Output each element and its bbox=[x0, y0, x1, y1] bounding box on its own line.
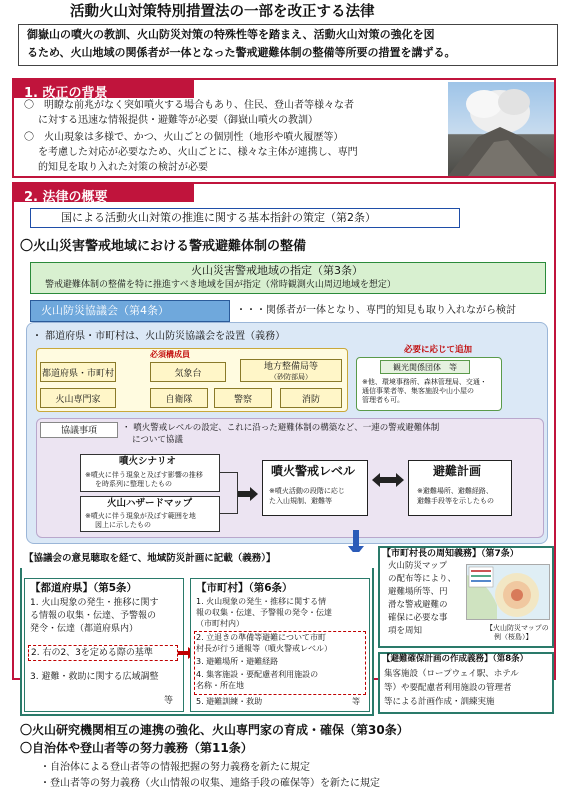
muni-item-8: 名称・所在地 bbox=[196, 681, 244, 690]
bg-line-1: 〇 明瞭な前兆がなく突如噴火する場合もあり、住民、登山者等様々な者 bbox=[24, 100, 354, 111]
bg-line-3: 〇 火山現象は多様で、かつ、火山ごとの個別性（地形や噴火履歴等） bbox=[24, 132, 344, 143]
mayor-title: 【市町村長の周知義務】（第7条） bbox=[382, 549, 519, 559]
eruption-level-box bbox=[262, 460, 368, 516]
intro-box bbox=[18, 24, 558, 66]
required-label: 必須構成員 bbox=[150, 350, 190, 359]
council-label: 火山防災協議会（第4条） bbox=[41, 304, 169, 317]
warning-system-heading: 〇火山災害警戒地域における警戒避難体制の整備 bbox=[20, 239, 307, 254]
evacuation-plan-box bbox=[408, 460, 512, 516]
pref-item-criteria-box bbox=[28, 645, 178, 661]
designation-sub: 警戒避難体制の整備を特に推進すべき地域を国が指定（常時観測火山周辺地域を想定） bbox=[45, 280, 396, 290]
map-caption-1: 【火山防災マップの bbox=[486, 624, 549, 632]
intro-line-1: 御嶽山の噴火の教訓、火山防災対策の特殊性等を踏まえ、活動火山対策の強化を図 bbox=[27, 28, 435, 41]
bottom-sub-1: ・自治体による登山者等の情報把握の努力義務を新たに規定 bbox=[40, 762, 310, 773]
council-note: ・・・関係者が一体となり、専門的知見も取り入れながら検討 bbox=[236, 305, 516, 316]
mayor-text-5: 確保に必要な事 bbox=[388, 613, 448, 623]
pref-item-5: 3. 避難・救助に関する広域調整 bbox=[30, 672, 159, 682]
member-meteorological: 気象台 bbox=[150, 362, 226, 382]
mayor-text-3: 避難場所等、円 bbox=[388, 587, 448, 597]
designation-box bbox=[30, 262, 546, 294]
level-evac-double-arrow bbox=[372, 472, 404, 486]
scenario-text-2: を時系列に整理したもの bbox=[95, 480, 172, 488]
page-title: 活動火山対策特別措置法の一部を改正する法律 bbox=[70, 4, 375, 20]
plan-banner: 【協議会の意見聴取を経て、地域防災計画に記載（義務）】 bbox=[24, 553, 276, 564]
scenario-text-1: ※噴火に伴う現象と及ぼす影響の推移 bbox=[85, 471, 203, 479]
bottom-item-1: 〇火山研究機関相互の連携の強化、火山専門家の育成・確保（第30条） bbox=[20, 723, 409, 737]
optional-note-1: ※他、環境事務所、森林管理局、交通・ bbox=[362, 378, 487, 386]
council-setup: ・ 都道府県・市町村は、火山防災協議会を設置（義務） bbox=[32, 331, 286, 342]
optional-label: 必要に応じて追加 bbox=[404, 345, 473, 355]
optional-note-2: 通信事業者等、集客施設や山小屋の bbox=[362, 387, 474, 395]
muni-item-1: 1. 火山現象の発生・推移に関する情 bbox=[196, 597, 327, 606]
evacplan-text-2: 等）や要配慮者利用施設の管理者 bbox=[384, 683, 512, 693]
volcano-eruption-photo bbox=[448, 82, 554, 176]
mayor-text-6: 項を周知 bbox=[388, 626, 423, 636]
mayor-text-1: 火山防災マップ bbox=[388, 561, 448, 571]
bg-line-4: を考慮した対応が必要なため、火山ごとに、様々な主体が連携し、専門 bbox=[38, 147, 358, 158]
pref-item-2: る情報の収集・伝達、予警報の bbox=[30, 611, 157, 621]
muni-item-5: 村長が行う通報等（噴火警戒レベル） bbox=[196, 644, 332, 653]
evac-text-1: ※避難場所、避難経路、 bbox=[417, 487, 493, 495]
deliberation-text-2: について協議 bbox=[132, 435, 183, 445]
designation-title: 火山災害警戒地域の指定（第3条） bbox=[191, 264, 363, 277]
bg-line-5: 的知見を取り入れた対策の検討が必要 bbox=[38, 162, 208, 173]
scenario-bracket bbox=[220, 472, 238, 514]
evac-text-2: 避難手段等を示したもの bbox=[417, 497, 494, 505]
member-regional-bureau-label: 地方整備局等 bbox=[263, 362, 318, 372]
member-regional-note: （砂防部局） bbox=[270, 373, 312, 381]
deliberation-label: 協議事項 bbox=[40, 422, 118, 438]
basic-policy-box bbox=[30, 208, 460, 228]
pref-item-1: 1. 火山現象の発生・推移に関す bbox=[30, 598, 159, 608]
evacplan-text-3: 等による計画作成・訓練実施 bbox=[384, 697, 495, 707]
muni-item-2: 報の収集・伝達、予警報の発令・伝達 bbox=[196, 608, 332, 617]
muni-item-7: 4. 集客施設・要配慮者利用施設の bbox=[196, 670, 319, 679]
bottom-item-2: 〇自治体や登山者等の努力義務（第11条） bbox=[20, 741, 253, 755]
hazard-title: 火山ハザードマップ bbox=[107, 498, 193, 509]
level-title: 噴火警戒レベル bbox=[271, 464, 356, 478]
pref-item-6: 等 bbox=[164, 696, 174, 706]
bottom-sub-2: ・登山者等の努力義務（火山情報の収集、連絡手段の確保等）を新たに規定 bbox=[40, 778, 380, 789]
muni-item-3: （市町村内） bbox=[196, 619, 244, 628]
evacplan-text-1: 集客施設（ロープウェイ駅、ホテル bbox=[384, 669, 519, 679]
member-fire: 消防 bbox=[280, 388, 342, 408]
member-regional-bureau bbox=[240, 359, 342, 382]
bg-line-2: に対する迅速な情報提供・避難等が必要（御嶽山噴火の教訓） bbox=[38, 115, 318, 126]
level-text-2: た入山規制、避難等 bbox=[269, 497, 332, 505]
hazard-map-thumbnail bbox=[466, 564, 550, 620]
section-2-heading: 2. 法律の概要 bbox=[14, 184, 194, 202]
section-1-heading: 1. 改正の背景 bbox=[14, 80, 194, 98]
member-police: 警察 bbox=[214, 388, 272, 408]
plan-banner-box bbox=[20, 552, 374, 568]
basic-policy-text: 国による活動火山対策の推進に関する基本指針の策定（第2条） bbox=[61, 211, 376, 224]
member-pref-muni: 都道府県・市町村 bbox=[40, 362, 116, 382]
evacplan-title: 【避難確保計画の作成義務】（第8条） bbox=[382, 654, 529, 664]
scenario-box bbox=[80, 454, 220, 492]
deliberation-text-1: ・ 噴火警戒レベルの設定、これに沿った避難体制の構築など、一連の警戒避難体制 bbox=[122, 423, 440, 433]
hazard-text-2: 図上に示したもの bbox=[95, 521, 151, 529]
muni-item-6: 3. 避難場所・避難経路 bbox=[196, 657, 279, 666]
hazard-map-box bbox=[80, 496, 220, 532]
muni-item-10: 等 bbox=[352, 697, 360, 706]
intro-line-2: るため、火山地域の関係者が一体となった警戒避難体制の整備等所要の措置を講ずる。 bbox=[27, 46, 456, 59]
council-label-box bbox=[30, 300, 230, 322]
hazard-text-1: ※噴火に伴う現象が及ぼす範囲を地 bbox=[85, 512, 196, 520]
member-sdf: 自衛隊 bbox=[150, 388, 208, 408]
muni-item-4: 2. 立退きの準備等避難について市町 bbox=[196, 633, 327, 642]
mayor-text-4: 滑な警戒避難の bbox=[388, 600, 448, 610]
scenario-to-level-arrow bbox=[238, 486, 258, 500]
map-caption-2: 例（桜島）】 bbox=[494, 633, 533, 641]
mayor-text-2: の配布等により、 bbox=[388, 574, 457, 584]
pref-item-3: 発令・伝達（都道府県内） bbox=[30, 624, 139, 634]
optional-note-3: 管理者も可。 bbox=[362, 396, 404, 404]
evac-title: 避難計画 bbox=[433, 464, 482, 478]
pref-item-4: 2. 右の2、3を定める際の基準 bbox=[31, 648, 153, 658]
pref-title: 【都道府県】（第5条） bbox=[30, 582, 138, 594]
muni-item-9: 5. 避難訓練・救助 bbox=[196, 697, 263, 706]
level-text-1: ※噴火活動の段階に応じ bbox=[269, 487, 345, 495]
member-volcano-expert: 火山専門家 bbox=[40, 388, 116, 408]
muni-title: 【市町村】（第6条） bbox=[196, 582, 293, 594]
scenario-title: 噴火シナリオ bbox=[119, 456, 176, 467]
optional-member-box: 観光関係団体 等 bbox=[380, 360, 470, 374]
